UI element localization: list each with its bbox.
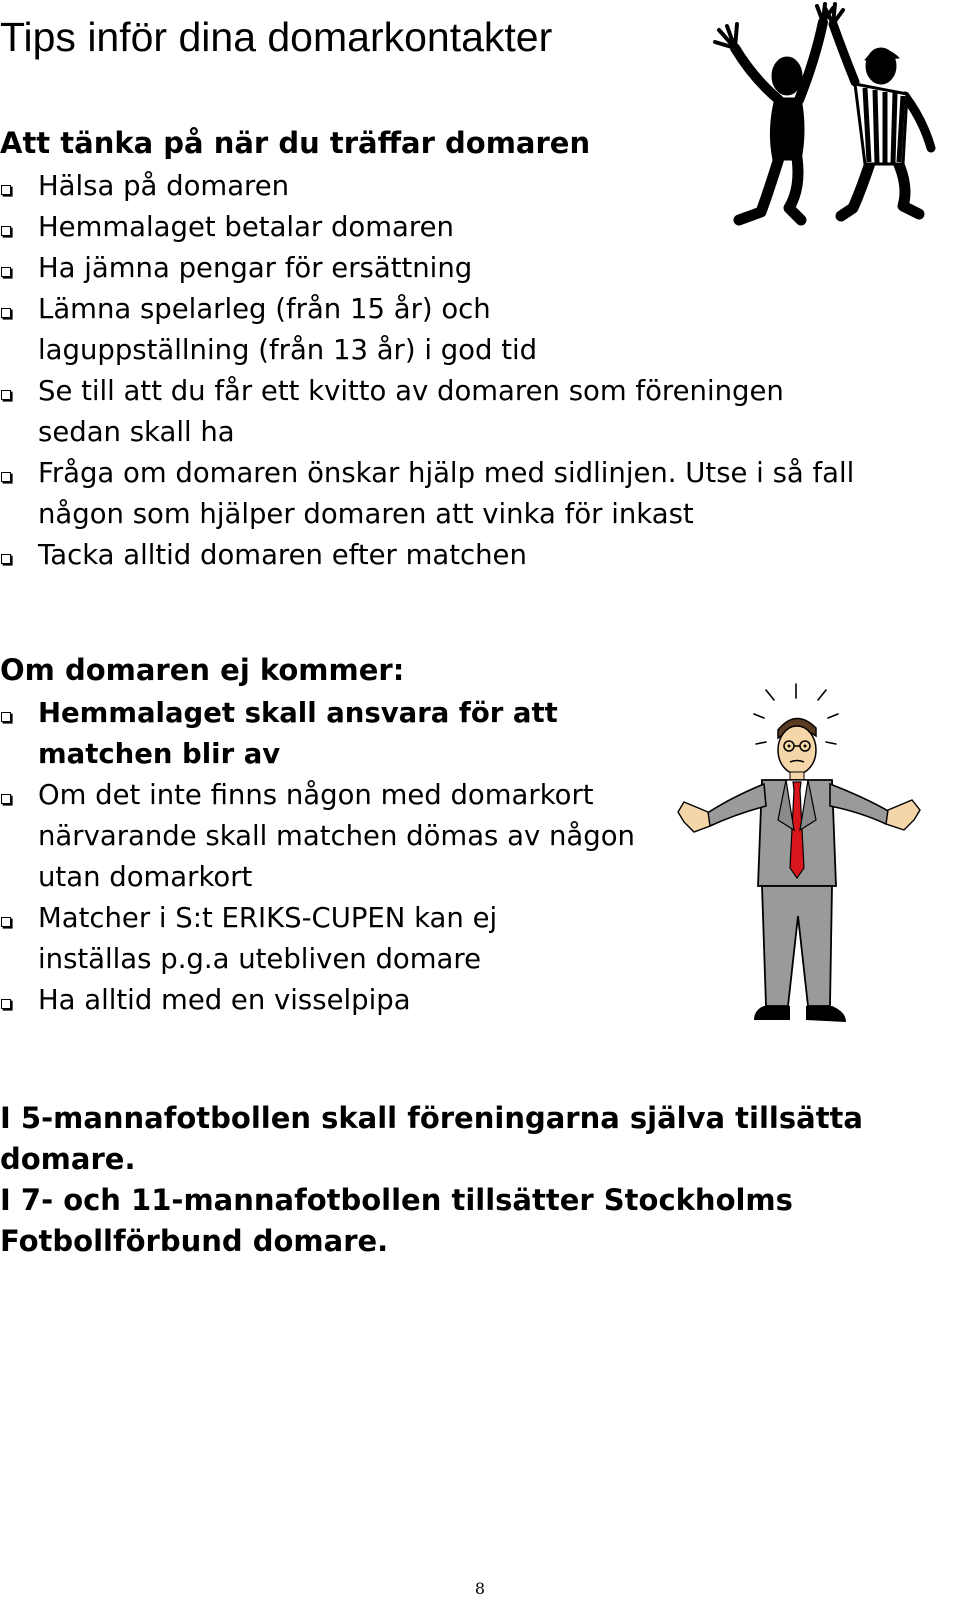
footnote (0, 1098, 940, 1262)
checkbox-bullet-icon (1, 308, 11, 318)
checkbox-bullet-icon (1, 999, 11, 1009)
list-item: Ha jämna pengar för ersättning (0, 248, 860, 289)
list-item: Hälsa på domaren (0, 166, 860, 207)
list-item: Tacka alltid domaren efter matchen (0, 535, 860, 576)
checkbox-bullet-icon (1, 185, 11, 195)
list-item: Hemmalaget betalar domaren (0, 207, 860, 248)
list-item: Hemmalaget skall ansvara för att matchen blir av (0, 693, 558, 775)
page-number: 8 (474, 1579, 486, 1598)
footnote-line-5-a-side: I 5-mannafotbollen skall föreningarna själva tillsätta domare. (0, 1101, 863, 1176)
list-item: Se till att du får ett kvitto av domaren som föreningen sedan skall ha (0, 371, 860, 453)
checkbox-bullet-icon (1, 267, 11, 277)
footnote-line-7-11-a-side: I 7- och 11-mannafotbollen tillsätter Stockholms Fotbollförbund domare. (0, 1183, 793, 1258)
meeting-tips-list (0, 166, 860, 576)
checkbox-bullet-icon (1, 390, 11, 400)
list-item: Fråga om domaren önskar hjälp med sidlinjen. Utse i så fall någon som hjälper domaren att vinka för inkast (0, 453, 860, 535)
confused-man-illustration (670, 680, 930, 1040)
list-item: Lämna spelarleg (från 15 år) och laguppställning (från 13 år) i god tid (0, 289, 558, 371)
no-show-tips-list (0, 693, 640, 1021)
checkbox-bullet-icon (1, 226, 11, 236)
list-item: Ha alltid med en visselpipa (0, 980, 640, 1021)
list-item: Om det inte finns någon med domarkort närvarande skall matchen dömas av någon utan domarkort (0, 775, 640, 898)
checkbox-bullet-icon (1, 554, 11, 564)
checkbox-bullet-icon (1, 917, 11, 927)
section-heading-meeting: Att tänka på när du träffar domaren (0, 126, 591, 160)
page-title: Tips inför dina domarkontakter (0, 14, 553, 60)
checkbox-bullet-icon (1, 712, 11, 722)
section-heading-no-show: Om domaren ej kommer: (0, 653, 405, 687)
checkbox-bullet-icon (1, 472, 11, 482)
checkbox-bullet-icon (1, 794, 11, 804)
list-item: Matcher i S:t ERIKS-CUPEN kan ej inställas p.g.a utebliven domare (0, 898, 578, 980)
